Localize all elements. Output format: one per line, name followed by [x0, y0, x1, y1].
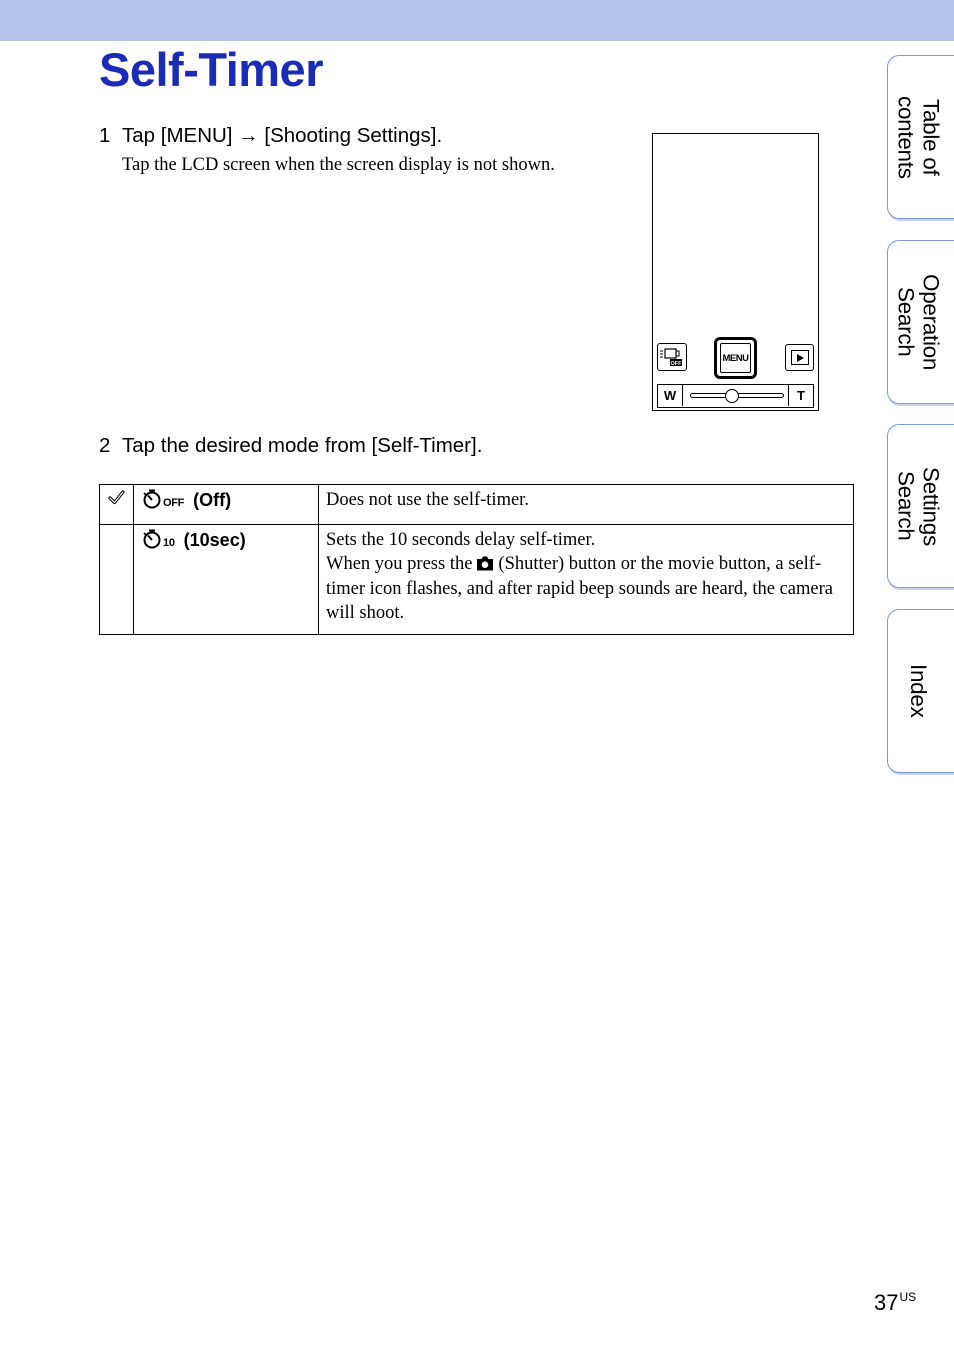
mode-description-cell: [319, 525, 854, 635]
timer-off-label: OFF: [670, 361, 682, 367]
step-number: 1: [99, 124, 111, 147]
mode-description-cell: [319, 485, 854, 525]
self-timer-modes-table: [99, 484, 854, 635]
page-number: [874, 1290, 916, 1316]
tab-label: Index: [906, 664, 931, 718]
mode-description-line: Sets the 10 seconds delay self-timer.: [326, 530, 596, 550]
icon-sub-label: 10: [163, 537, 175, 549]
zoom-tele-button[interactable]: T: [788, 385, 813, 406]
mode-name-cell: [134, 485, 319, 525]
playback-button[interactable]: [785, 344, 814, 371]
mode-description: Does not use the self-timer.: [326, 490, 529, 510]
mode-description-post: (Shutter) button or the movie button, a self-timer icon flashes, and after rapid beep sounds are heard, the camera will shoot.: [326, 553, 833, 623]
mode-description-detail: [326, 553, 847, 626]
page-number-value: 37: [874, 1290, 899, 1315]
step-1: [99, 123, 442, 149]
self-timer-icon: [658, 344, 685, 369]
camera-shutter-icon: [476, 555, 494, 579]
step-1-note: Tap the LCD screen when the screen display is not shown.: [122, 155, 555, 175]
menu-label: MENU: [720, 343, 751, 373]
tab-label: Table of contents: [893, 95, 944, 179]
lcd-screen-illustration: [652, 133, 819, 411]
self-timer-off-icon: [142, 489, 184, 509]
mode-name-cell: [134, 525, 319, 635]
tab-label: Settings Search: [893, 466, 944, 546]
mode-label: (Off): [193, 490, 232, 510]
self-timer-10sec-icon: [142, 529, 175, 549]
mode-label: (10sec): [183, 530, 246, 550]
self-timer-button[interactable]: [657, 343, 687, 371]
default-cell: [100, 525, 134, 635]
playback-icon: [791, 350, 809, 365]
step-2: [99, 433, 482, 459]
menu-button[interactable]: [714, 337, 757, 379]
page-number-suffix: US: [899, 1290, 917, 1304]
tab-label: Operation Search: [893, 273, 944, 371]
zoom-wide-button[interactable]: W: [658, 385, 683, 406]
tab-operation-search[interactable]: [887, 240, 954, 404]
zoom-slider-knob[interactable]: [725, 389, 739, 403]
step-text: Tap [MENU] → [Shooting Settings].: [122, 124, 443, 147]
mode-description-pre: When you press the: [326, 553, 473, 574]
page-title: Self-Timer: [99, 43, 323, 96]
zoom-bar[interactable]: [657, 384, 814, 408]
table-row: [100, 485, 854, 525]
table-row: [100, 525, 854, 635]
default-check-icon: [100, 485, 133, 505]
step-text: Tap the desired mode from [Self-Timer].: [122, 434, 483, 457]
icon-sub-label: OFF: [163, 497, 185, 509]
header-band: [0, 0, 954, 41]
tab-index[interactable]: [887, 609, 954, 773]
default-cell: [100, 485, 134, 525]
tab-settings-search[interactable]: [887, 424, 954, 588]
step-number: 2: [99, 434, 111, 457]
tab-table-of-contents[interactable]: [887, 55, 954, 219]
